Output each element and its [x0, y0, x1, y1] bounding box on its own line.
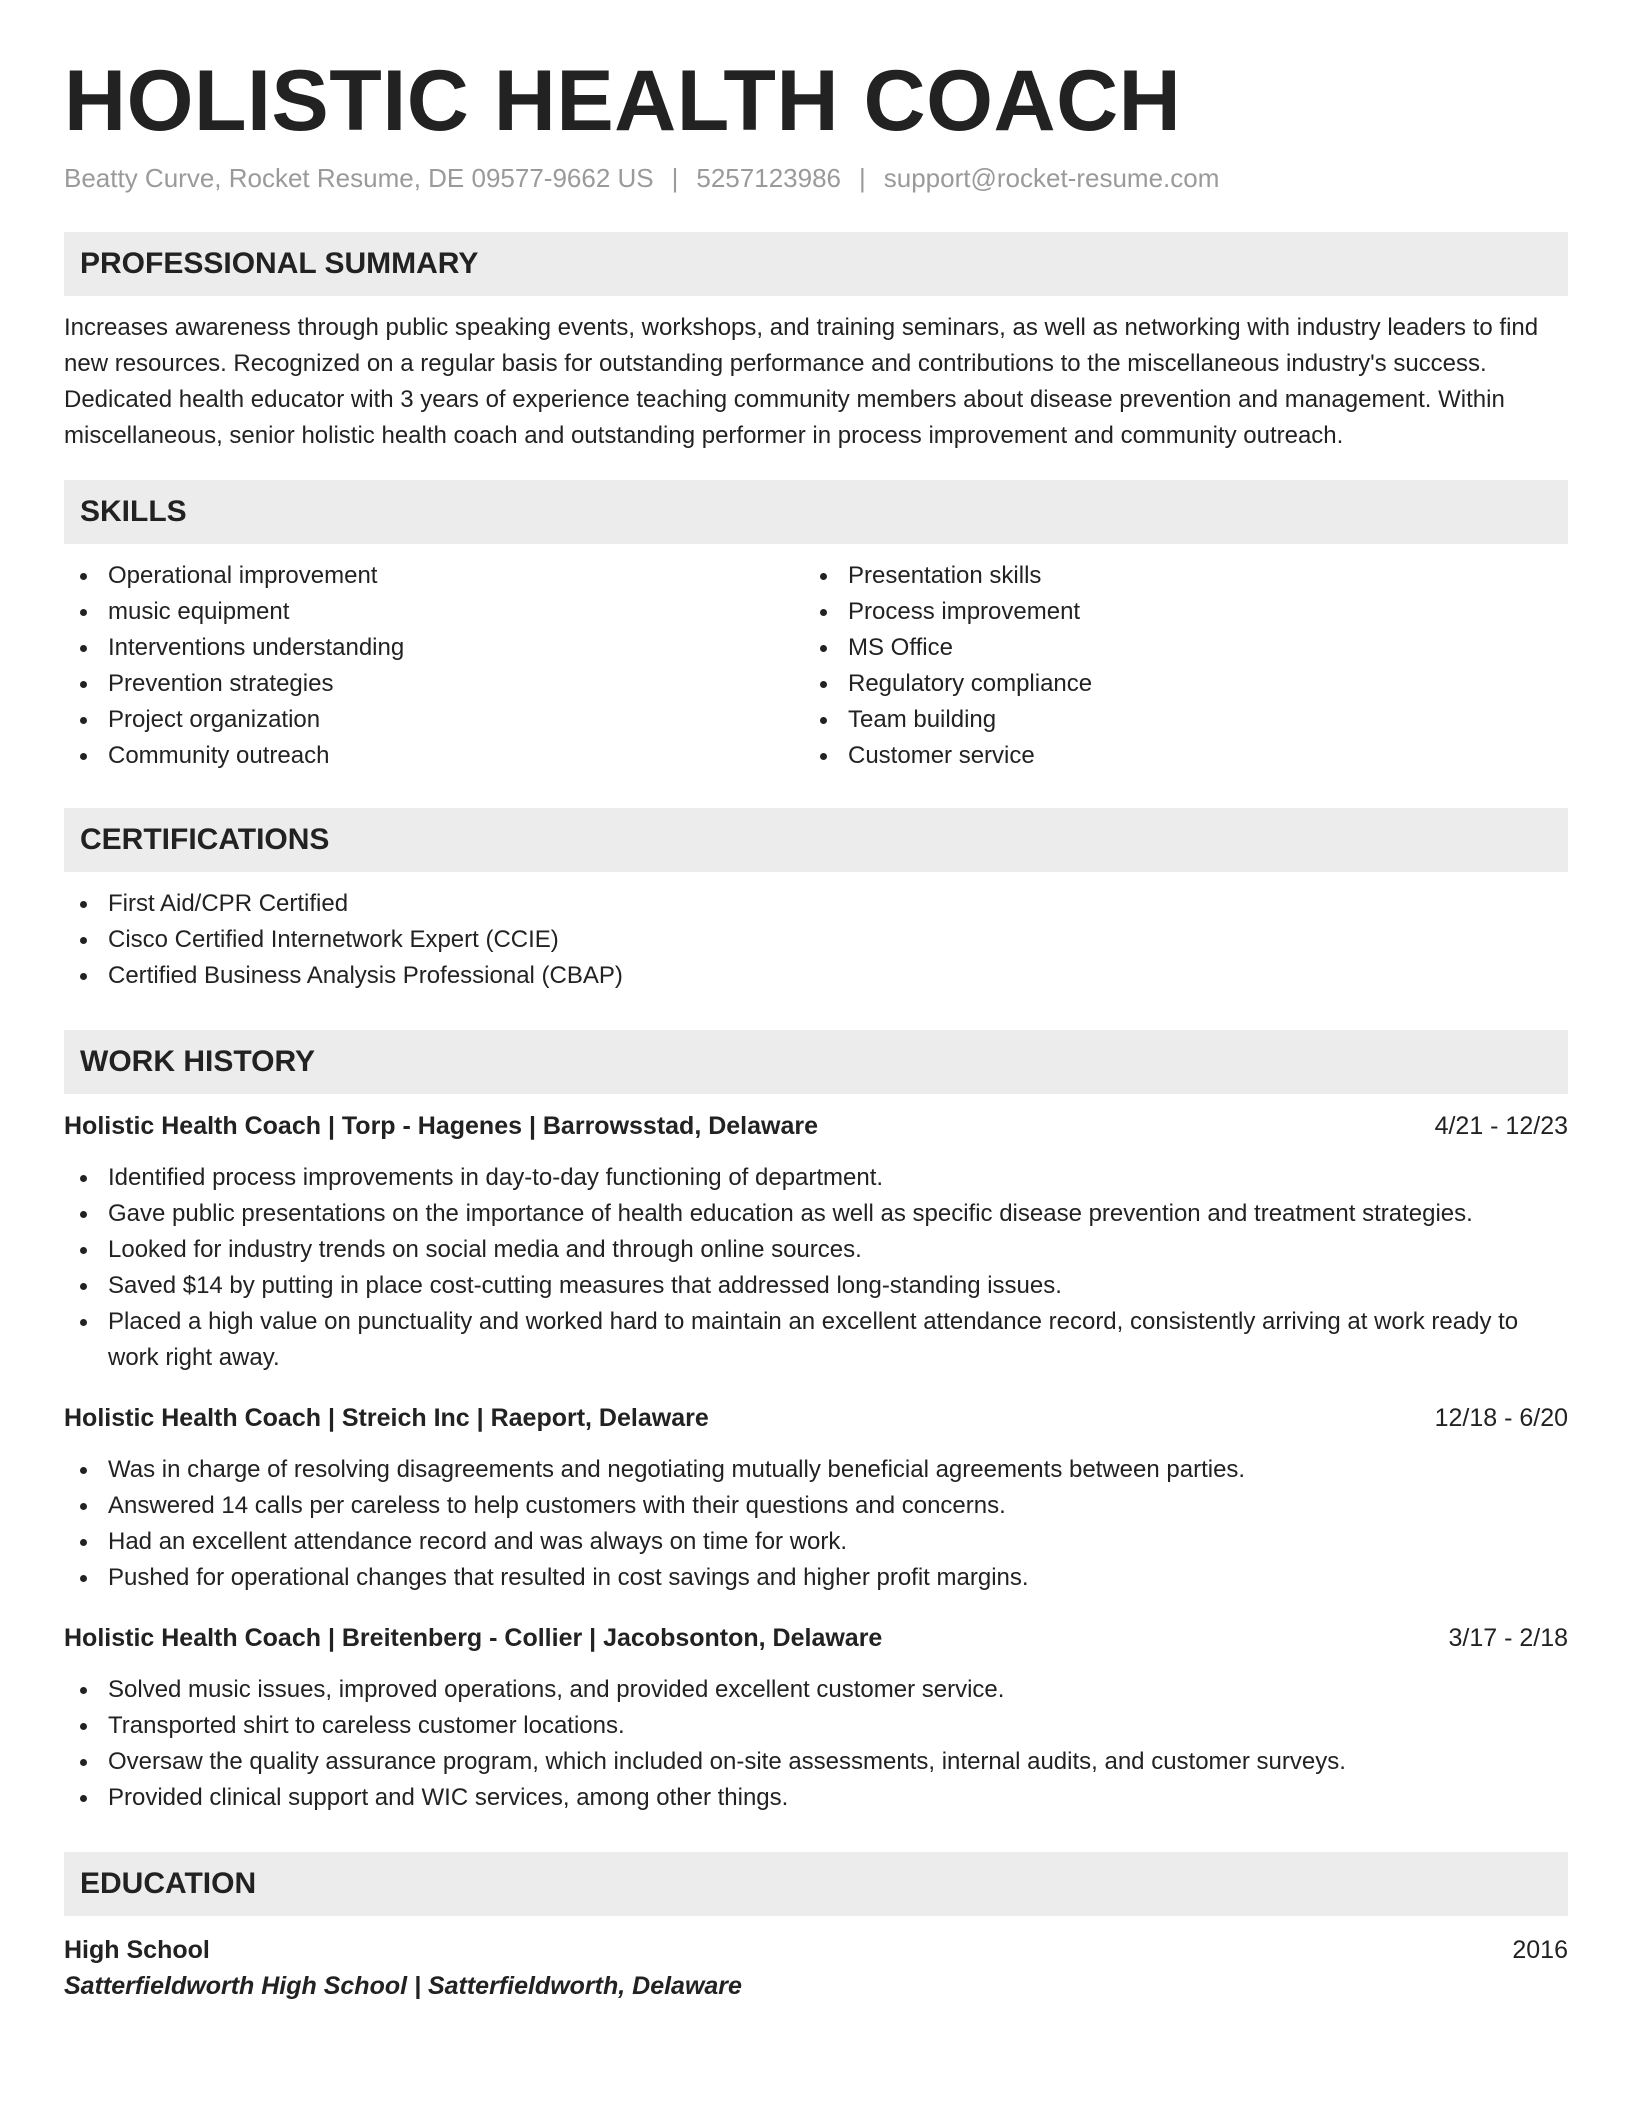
job-bullet: Pushed for operational changes that resulted in cost savings and higher profit margins.: [64, 1560, 1568, 1596]
education-entry: [64, 1932, 1568, 2004]
job-bullet: Was in charge of resolving disagreements and negotiating mutually beneficial agreements between parties.: [64, 1452, 1568, 1488]
contact-email: support@rocket-resume.com: [883, 162, 1220, 193]
job-bullet: Identified process improvements in day-to-day functioning of department.: [64, 1160, 1568, 1196]
job-dates: 12/18 - 6/20: [1434, 1403, 1568, 1432]
contact-line: [64, 163, 1568, 194]
job-bullet: Saved $14 by putting in place cost-cutting measures that addressed long-standing issues.: [64, 1268, 1568, 1304]
job-bullet: Answered 14 calls per careless to help customers with their questions and concerns.: [64, 1488, 1568, 1524]
job-bullets: [64, 1672, 1568, 1816]
section-heading-work-history: WORK HISTORY: [64, 1030, 1568, 1094]
resume-title: HOLISTIC HEALTH COACH: [64, 53, 1182, 149]
job-bullet: Transported shirt to careless customer locations.: [64, 1708, 1568, 1744]
skills-column-right: [804, 558, 1544, 774]
section-heading-certifications: CERTIFICATIONS: [64, 808, 1568, 872]
contact-address: Beatty Curve, Rocket Resume, DE 09577-9662 US: [64, 162, 654, 193]
contact-separator: |: [671, 162, 679, 193]
skill-item: Team building: [804, 702, 1544, 738]
contact-phone: 5257123986: [696, 162, 841, 193]
certification-item: First Aid/CPR Certified: [64, 886, 1568, 922]
summary-text: Increases awareness through public speaking events, workshops, and training seminars, as well as networking with industry leaders to find new resources. Recognized on a regular basis for outstanding performance and contributions to the miscellaneous industry's success. Dedicated health educator with 3 years of experience teaching community members about disease prevention and management. Within miscellaneous, senior holistic health coach and outstanding performer in process improvement and community outreach.: [64, 313, 1539, 449]
job-title: Holistic Health Coach | Breitenberg - Collier | Jacobsonton, Delaware: [64, 1623, 883, 1652]
skill-item: Customer service: [804, 738, 1544, 774]
job-bullet: Looked for industry trends on social media and through online sources.: [64, 1232, 1568, 1268]
education-degree: High School: [64, 1935, 210, 1964]
section-heading-summary: PROFESSIONAL SUMMARY: [64, 232, 1568, 296]
job-bullet: Solved music issues, improved operations, and provided excellent customer service.: [64, 1672, 1568, 1708]
education-school: Satterfieldworth High School | Satterfieldworth, Delaware: [64, 1971, 742, 2000]
job-header: [64, 1400, 1568, 1436]
job-dates: 3/17 - 2/18: [1448, 1623, 1568, 1652]
job-bullet: Provided clinical support and WIC services, among other things.: [64, 1780, 1568, 1816]
job-dates: 4/21 - 12/23: [1434, 1111, 1568, 1140]
education-year: 2016: [1512, 1935, 1568, 1964]
section-heading-skills: SKILLS: [64, 480, 1568, 544]
job-bullets: [64, 1160, 1568, 1376]
skill-item: Project organization: [64, 702, 804, 738]
skill-item: Community outreach: [64, 738, 804, 774]
job-entry: [64, 1620, 1568, 1816]
skill-item: Regulatory compliance: [804, 666, 1544, 702]
section-heading-education: EDUCATION: [64, 1852, 1568, 1916]
job-entry: [64, 1400, 1568, 1596]
job-title: Holistic Health Coach | Streich Inc | Raeport, Delaware: [64, 1403, 709, 1432]
job-bullet: Placed a high value on punctuality and worked hard to maintain an excellent attendance record, consistently arriving at work ready to work right away.: [64, 1304, 1568, 1376]
job-bullets: [64, 1452, 1568, 1596]
job-header: [64, 1620, 1568, 1656]
contact-separator: |: [859, 162, 866, 193]
education-header: [64, 1932, 1568, 1968]
skill-item: Presentation skills: [804, 558, 1544, 594]
skill-item: music equipment: [64, 594, 804, 630]
job-header: [64, 1108, 1568, 1144]
certification-item: Certified Business Analysis Professional (CBAP): [64, 958, 1568, 994]
skill-item: Interventions understanding: [64, 630, 804, 666]
certifications-list: [64, 886, 1568, 994]
skill-item: Prevention strategies: [64, 666, 804, 702]
job-title: Holistic Health Coach | Torp - Hagenes | Barrowsstad, Delaware: [64, 1111, 819, 1140]
job-bullet: Oversaw the quality assurance program, which included on-site assessments, internal audits, and customer surveys.: [64, 1744, 1568, 1780]
job-bullet: Gave public presentations on the importance of health education as well as specific disease prevention and treatment strategies.: [64, 1196, 1568, 1232]
skills-list: [64, 558, 1568, 774]
skill-item: MS Office: [804, 630, 1544, 666]
skills-column-left: [64, 558, 804, 774]
skill-item: Operational improvement: [64, 558, 804, 594]
skill-item: Process improvement: [804, 594, 1544, 630]
certification-item: Cisco Certified Internetwork Expert (CCIE): [64, 922, 1568, 958]
job-bullet: Had an excellent attendance record and was always on time for work.: [64, 1524, 1568, 1560]
job-entry: [64, 1108, 1568, 1376]
